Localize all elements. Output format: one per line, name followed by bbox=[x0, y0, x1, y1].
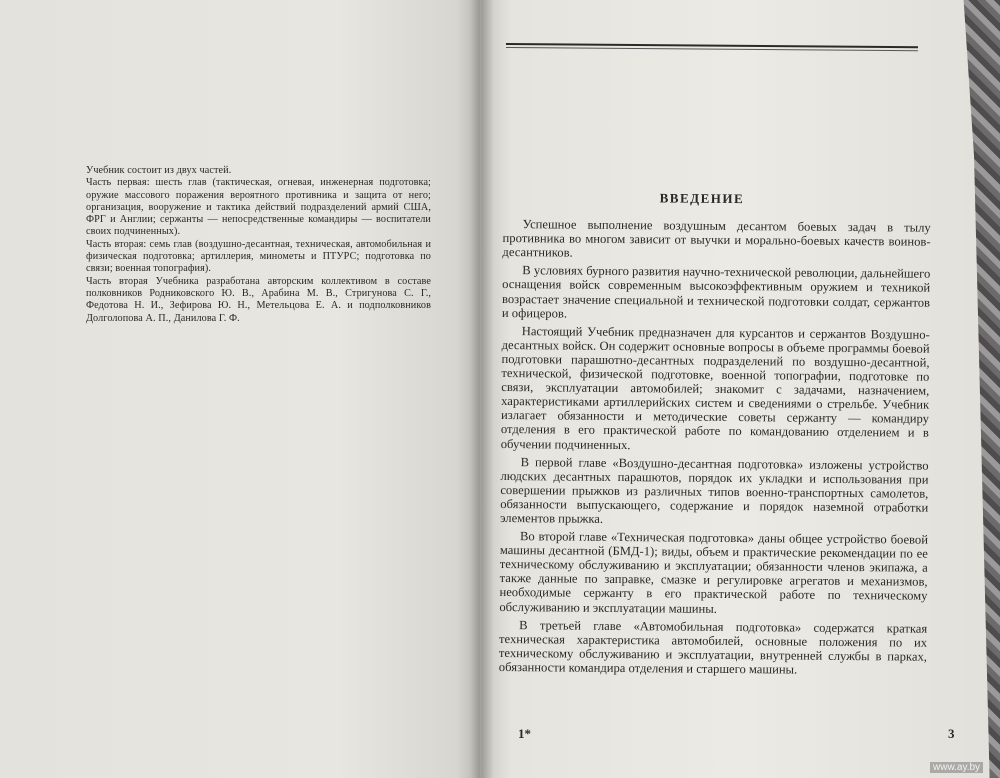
intro-paragraph-2: В условиях бурного развития научно-технической революции, дальнейшего оснащения войск современным высокоэффективным оружием и техникой возрастает значение специальной и технической подготовки солдат, сержантов и офицеров. bbox=[501, 263, 931, 321]
intro-paragraph-4: В первой главе «Воздушно-десантная подготовка» изложены устройство людских десантных парашютов, порядок их укладки и использования при совершении прыжков из различных типов военно-транспортных самолетов, обязанности выпускающего, содержание и порядок наземной отработки элементов прыжка. bbox=[500, 454, 929, 526]
left-paragraph-4: Часть вторая Учебника разработана авторским коллективом в составе полковников Родниковского Ю. В., Арабина М. В., Стригунова С. Г., Федотова Н. И., Зефирова Ю. Н., Метельцова Е. А. и подполковников Долголопова А. П., Данилова Г. Ф. bbox=[86, 275, 431, 324]
chapter-heading: ВВЕДЕНИЕ bbox=[659, 190, 745, 207]
watermark: www.ay.by bbox=[930, 762, 983, 773]
left-paragraph-1: Учебник состоит из двух частей. bbox=[86, 165, 232, 176]
signature-mark: 1* bbox=[518, 726, 531, 741]
left-paragraph-2: Часть первая: шесть глав (тактическая, огневая, инженерная подготовка; оружие массового поражения вероятного противника и защита от него; организация, вооружение и тактика действий подразделений армий США, ФРГ и Англии; сержанты — непосредственные командиры — воспитатели своих подчиненных). bbox=[86, 177, 431, 238]
page-number: 3 bbox=[948, 726, 955, 741]
intro-paragraph-3: Настоящий Учебник предназначен для курсантов и сержантов Воздушно-десантных войск. Он содержит основные вопросы в объеме программы боевой подготовки парашютно-десантных подразделений по воздушно-десантной, технической, физической подготовке, военной топографии, подготовке по связи, эксплуатации автомобилей; знакомит с задачами, назначением, характеристиками артиллерийских систем и сведениями о стрельбе. Учебник излагает обязанности и методические советы сержанту — командиру отделения в его практической работе по командованию отделением и в обучении подчиненных. bbox=[500, 323, 930, 452]
intro-paragraph-1: Успешное выполнение воздушным десантом боевых задач в тылу противника во многом зависит от выучки и морально-боевых качеств воинов-десантников. bbox=[502, 217, 931, 260]
right-page-text bbox=[499, 190, 931, 682]
book-spine bbox=[470, 0, 494, 778]
intro-paragraph-6: В третьей главе «Автомобильная подготовка» содержатся краткая техническая характеристика автомобилей, основные положения по их техническому обслуживанию и эксплуатации, внутренней службы в парках, обязанности командира отделения и старшего машины. bbox=[498, 617, 928, 677]
left-paragraph-3: Часть вторая: семь глав (воздушно-десантная, техническая, автомобильная и физическая подготовка; артиллерия, минометы и ПТУРС; подготовка по связи; военная топография). bbox=[86, 238, 431, 275]
left-page-text bbox=[86, 165, 431, 325]
intro-paragraph-5: Во второй главе «Техническая подготовка» даны общее устройство боевой машины десантной (БМД-1); виды, объем и практические рекомендации по ее техническому обслуживанию и эксплуатации; обязанности членов экипажа, а также данные по заправке, смазке и регулировке агрегатов и механизмов, необходимые сержанту в его практической работе по техническому обслуживанию и эксплуатации машины. bbox=[499, 529, 929, 616]
left-page bbox=[0, 0, 480, 778]
